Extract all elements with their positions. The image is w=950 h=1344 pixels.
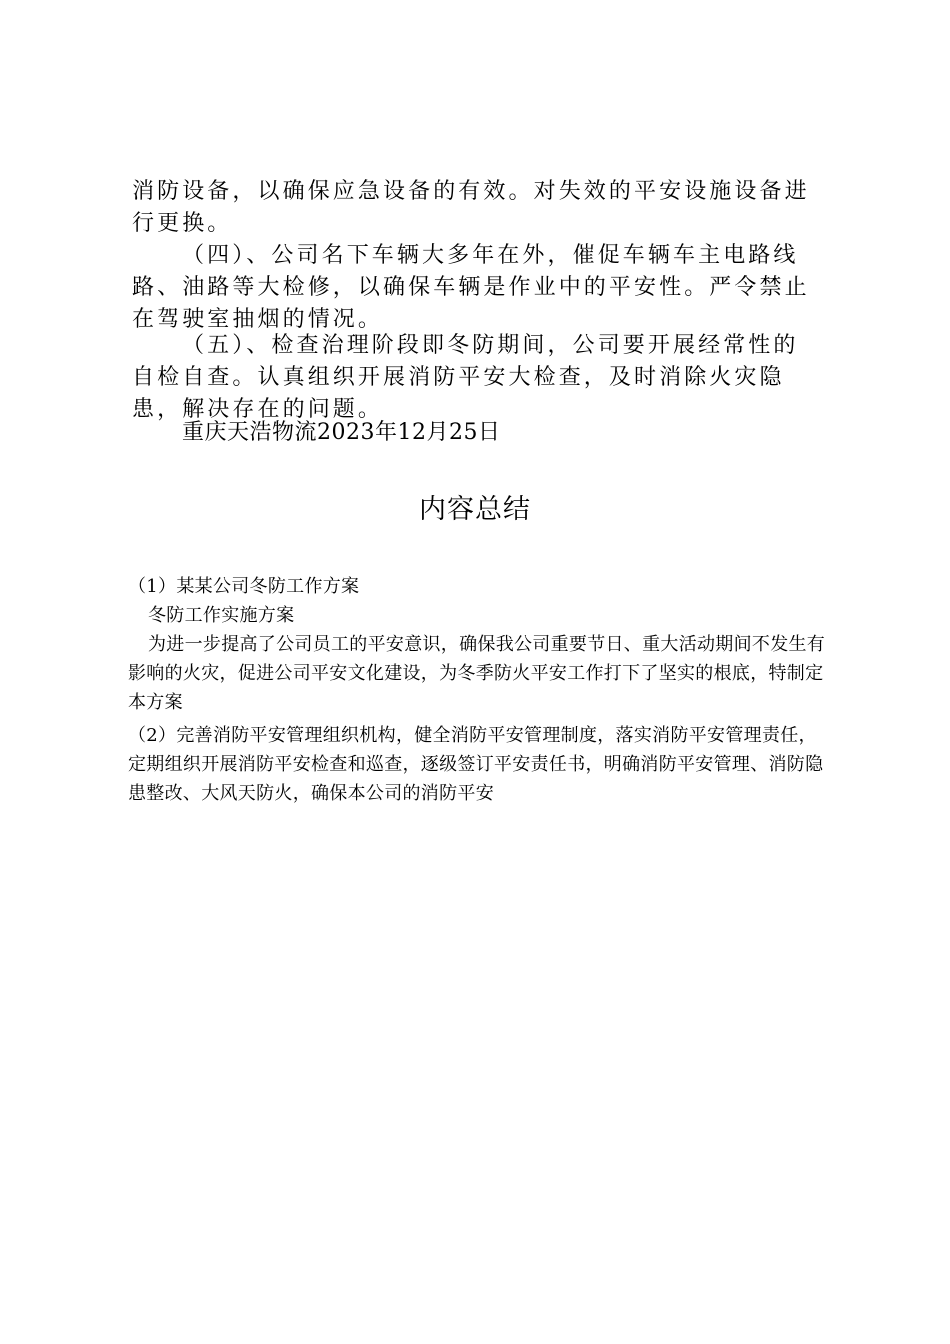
paragraph-item-five: （五）、检查治理阶段即冬防期间，公司要开展经常性的自检自查。认真组织开展消防平安大检查，及时消除火灾隐患，解决存在的问题。 xyxy=(132,333,799,422)
summary-item-2: （2）完善消防平安管理组织机构，健全消防平安管理制度，落实消防平安管理责任，定期组织开展消防平安检查和巡查，逐级签订平安责任书，明确消防平安管理、消防隐患整改、大风天防火，确保本公司的消防平安 xyxy=(128,725,824,804)
summary-item-1: （1）某某公司冬防工作方案 xyxy=(128,576,360,597)
summary-title: 内容总结 xyxy=(419,494,531,525)
signature-date-line: 重庆天浩物流2023年12月25日 xyxy=(182,420,501,445)
summary-paragraph: 为进一步提高了公司员工的平安意识，确保我公司重要节日、重大活动期间不发生有影响的火灾，促进公司平安文化建设，为冬季防火平安工作打下了坚实的根底，特制定本方案 xyxy=(128,634,826,713)
summary-subtitle: 冬防工作实施方案 xyxy=(148,605,295,626)
paragraph-equipment: 消防设备，以确保应急设备的有效。对失效的平安设施设备进行更换。 xyxy=(132,179,810,236)
paragraph-item-four: （四）、公司名下车辆大多年在外，催促车辆车主电路线路、油路等大检修，以确保车辆是作业中的平安性。严令禁止在驾驶室抽烟的情况。 xyxy=(132,243,810,332)
